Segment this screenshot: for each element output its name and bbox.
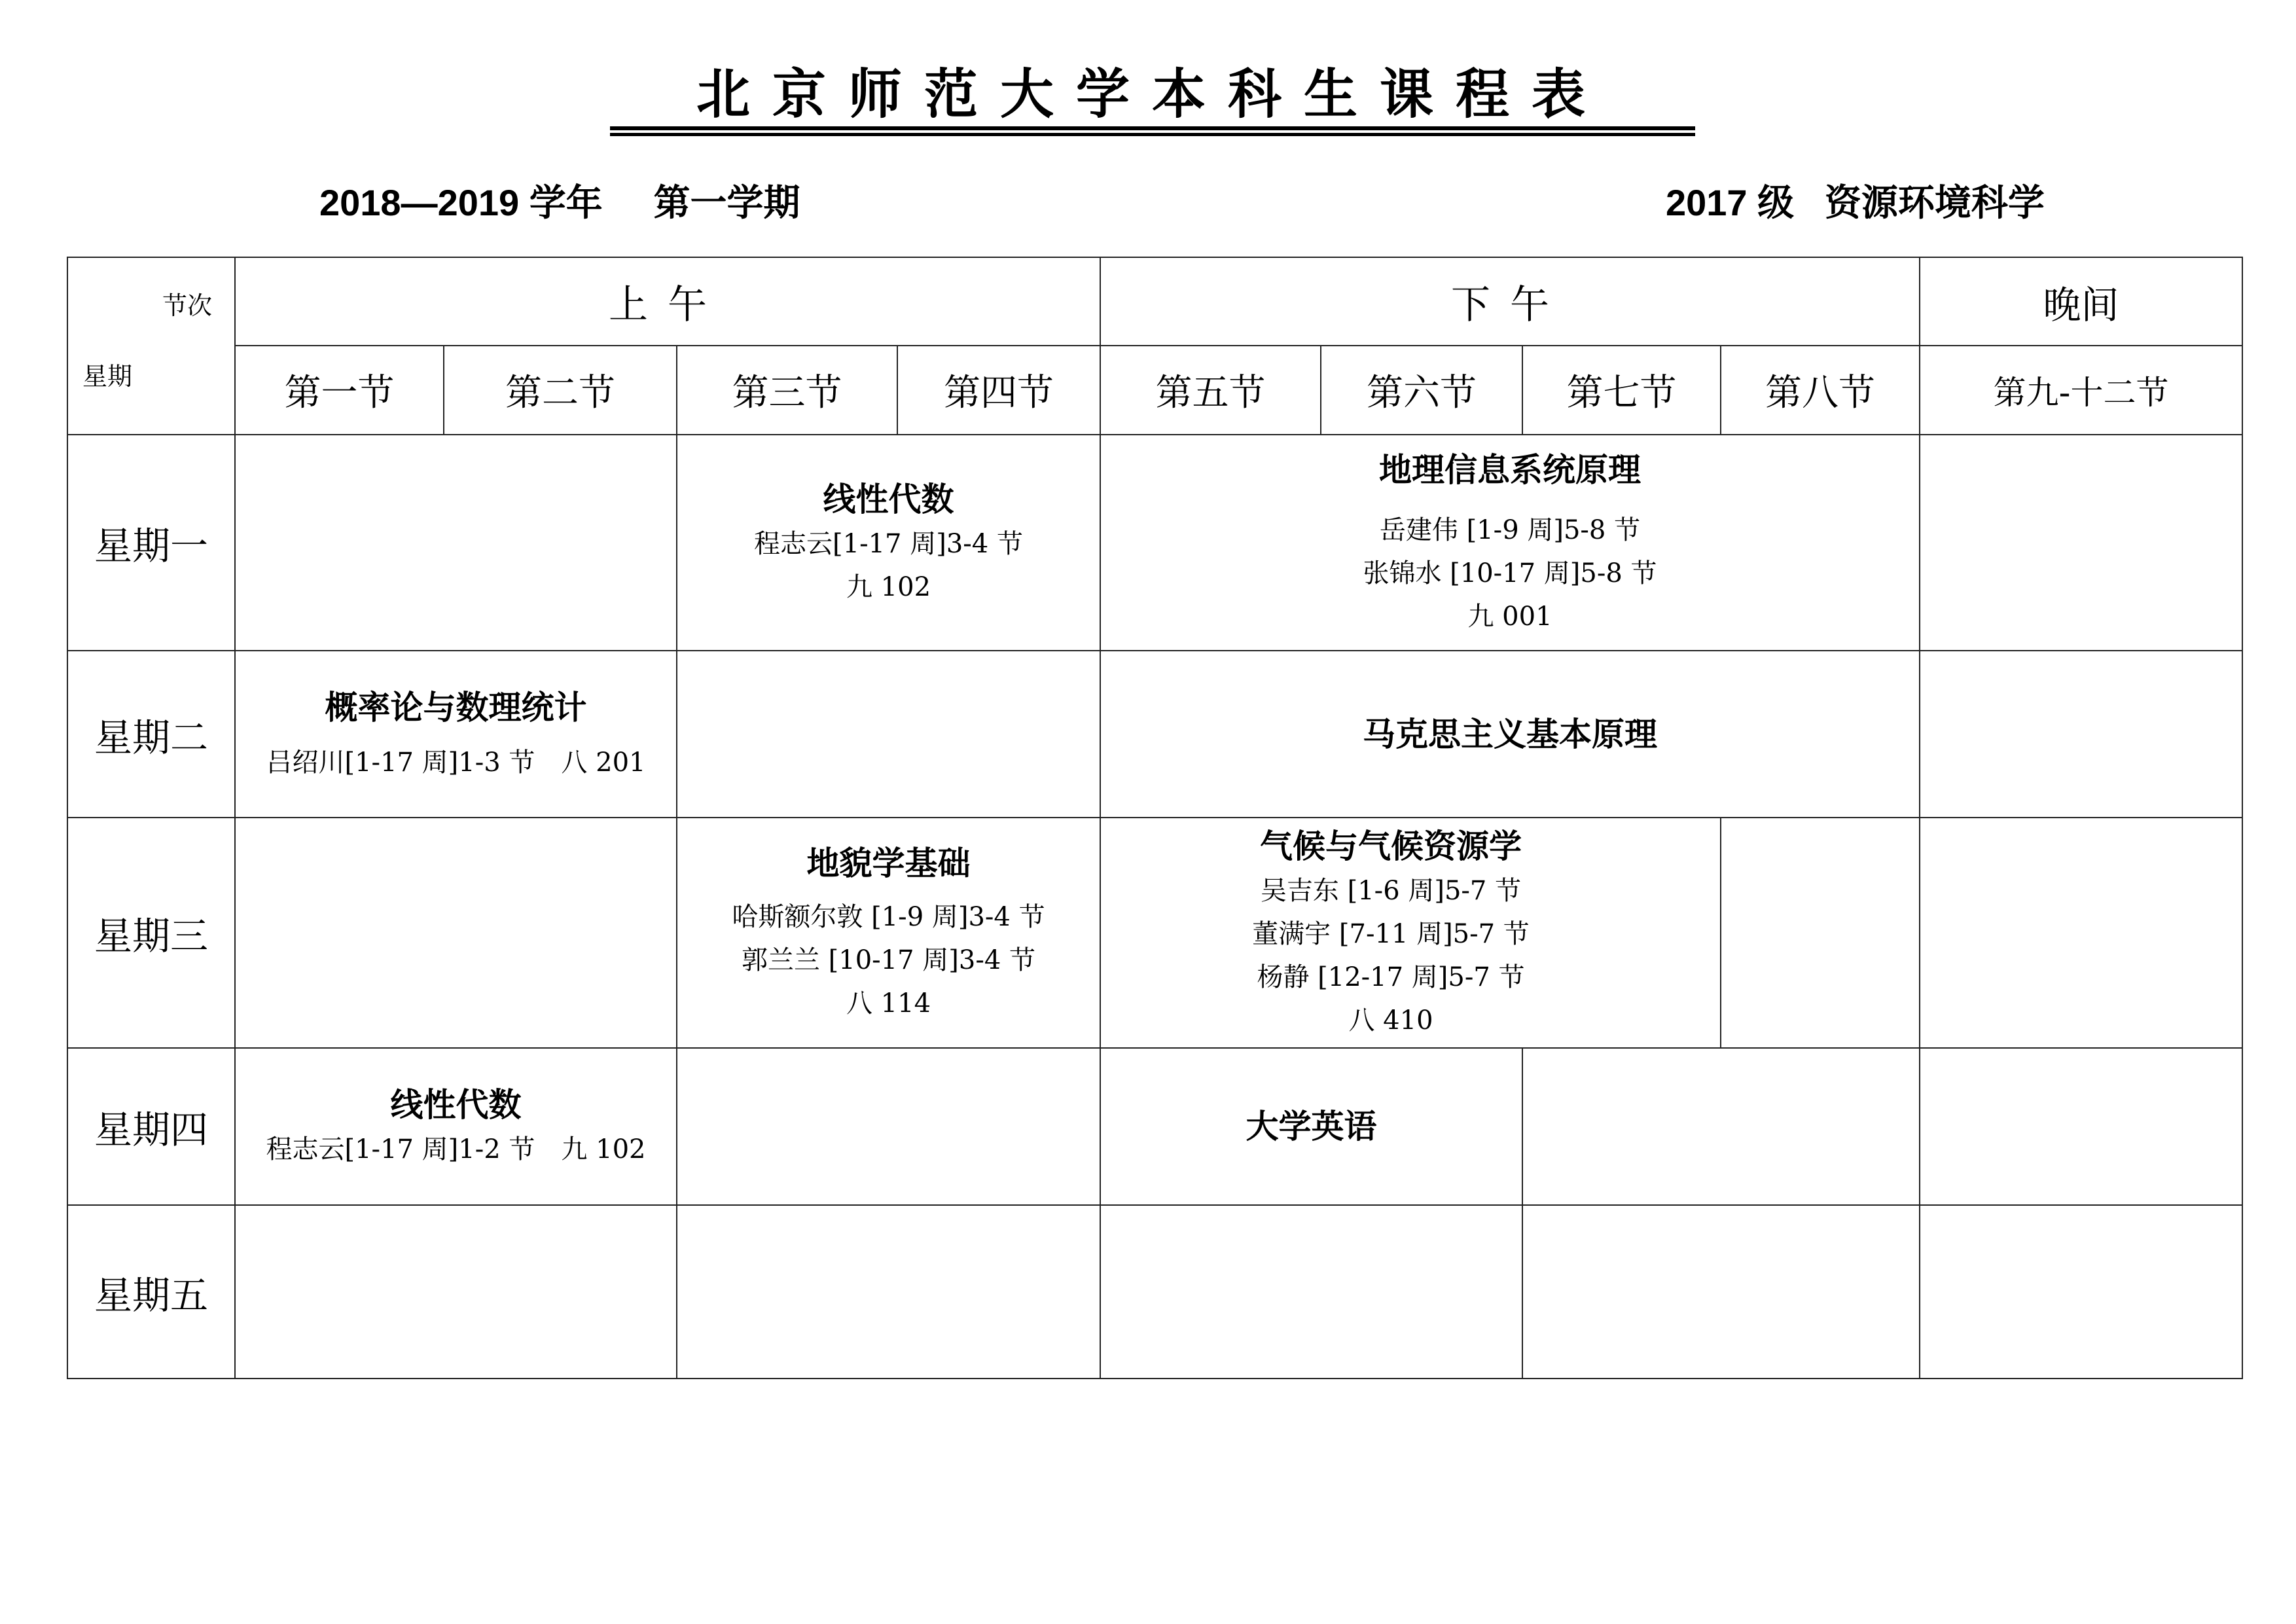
- empty-cell: [1920, 651, 2242, 818]
- timetable: [67, 257, 2243, 1379]
- empty-cell: [1100, 1205, 1522, 1379]
- empty-cell: [677, 1048, 1100, 1205]
- section-header-5: 第五节: [1100, 346, 1321, 435]
- section-header-7: 第七节: [1522, 346, 1721, 435]
- grade: 2017 级: [1666, 182, 1795, 223]
- academic-year: 2018—2019 学年: [319, 182, 603, 223]
- row-monday: [67, 435, 2242, 651]
- empty-cell: [1721, 818, 1920, 1048]
- course-cell: [677, 818, 1100, 1048]
- section-header-1: 第一节: [235, 346, 444, 435]
- empty-cell: [1522, 1048, 1920, 1205]
- row-friday: [67, 1205, 2242, 1379]
- course-cell: [1100, 651, 1920, 818]
- course-name: 线性代数: [823, 480, 954, 518]
- section-header-4: 第四节: [897, 346, 1100, 435]
- day-label-monday: 星期一: [67, 435, 235, 651]
- corner-period-label: 节次: [162, 291, 212, 320]
- corner-header: [67, 257, 235, 435]
- course-detail: 哈斯额尔敦 [1-9 周]3-4 节: [732, 902, 1045, 932]
- course-cell: [677, 435, 1100, 651]
- course-cell: [235, 651, 677, 818]
- course-cell: [1100, 435, 1920, 651]
- course-name: 地貌学基础: [806, 844, 971, 882]
- header-evening: 晚间: [1920, 257, 2242, 346]
- course-cell: [1100, 1048, 1522, 1205]
- day-label-wednesday: 星期三: [67, 818, 235, 1048]
- class-info: [1666, 177, 2045, 229]
- row-tuesday: [67, 651, 2242, 818]
- course-room: 八 114: [846, 988, 931, 1019]
- course-room: 九 102: [846, 572, 931, 602]
- course-name: 气候与气候资源学: [1260, 827, 1522, 865]
- section-header-9-12: 第九-十二节: [1920, 346, 2242, 435]
- empty-cell: [1522, 1205, 1920, 1379]
- empty-cell: [677, 651, 1100, 818]
- page-title: 北京师范大学本科生课程表: [696, 63, 1607, 126]
- course-name: 概率论与数理统计: [325, 688, 587, 727]
- course-detail: 岳建伟 [1-9 周]5-8 节: [1379, 515, 1641, 545]
- course-detail: 程志云[1-17 周]1-2 节 九 102: [266, 1134, 646, 1164]
- course-detail: 董满宇 [7-11 周]5-7 节: [1252, 919, 1530, 949]
- course-cell: [1100, 818, 1721, 1048]
- day-label-tuesday: 星期二: [67, 651, 235, 818]
- empty-cell: [235, 435, 677, 651]
- day-label-thursday: 星期四: [67, 1048, 235, 1205]
- empty-cell: [235, 1205, 677, 1379]
- course-detail: 郭兰兰 [10-17 周]3-4 节: [741, 945, 1036, 975]
- section-header-2: 第二节: [444, 346, 677, 435]
- course-detail: 程志云[1-17 周]3-4 节: [754, 529, 1023, 559]
- row-wednesday: [67, 818, 2242, 1048]
- course-name: 大学英语: [1246, 1108, 1377, 1146]
- empty-cell: [235, 818, 677, 1048]
- empty-cell: [1920, 435, 2242, 651]
- course-detail: 吕绍川[1-17 周]1-3 节 八 201: [266, 747, 646, 778]
- course-detail: 杨静 [12-17 周]5-7 节: [1257, 962, 1525, 992]
- section-header-3: 第三节: [677, 346, 897, 435]
- course-room: 九 001: [1467, 602, 1552, 632]
- course-cell: [235, 1048, 677, 1205]
- major: 资源环境科学: [1824, 182, 2045, 223]
- semester: 第一学期: [653, 182, 800, 223]
- title-underline-thick: [610, 126, 1695, 130]
- course-name: 马克思主义基本原理: [1363, 715, 1657, 753]
- corner-day-label: 星期: [82, 362, 133, 391]
- header-morning: 上午: [235, 257, 1100, 346]
- section-header-6: 第六节: [1321, 346, 1522, 435]
- course-name: 线性代数: [390, 1086, 522, 1124]
- empty-cell: [1920, 818, 2242, 1048]
- empty-cell: [677, 1205, 1100, 1379]
- title-underline-thin: [610, 133, 1695, 136]
- empty-cell: [1920, 1205, 2242, 1379]
- course-detail: 张锦水 [10-17 周]5-8 节: [1363, 558, 1657, 588]
- empty-cell: [1920, 1048, 2242, 1205]
- term-info: [319, 177, 800, 229]
- section-header-8: 第八节: [1721, 346, 1920, 435]
- row-thursday: [67, 1048, 2242, 1205]
- course-room: 八 410: [1348, 1005, 1433, 1036]
- day-label-friday: 星期五: [67, 1205, 235, 1379]
- course-detail: 吴吉东 [1-6 周]5-7 节: [1260, 876, 1522, 906]
- header-afternoon: 下午: [1100, 257, 1920, 346]
- course-name: 地理信息系统原理: [1379, 451, 1641, 489]
